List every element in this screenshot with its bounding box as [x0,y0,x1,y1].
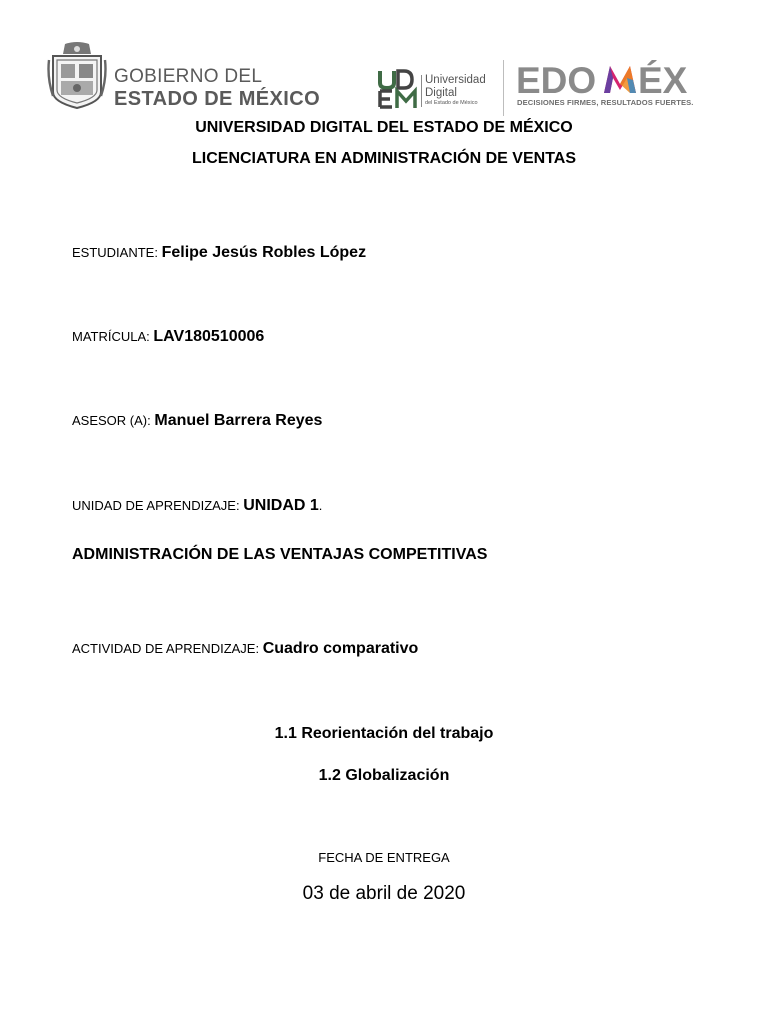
delivery-date: 03 de abril de 2020 [302,883,466,904]
university-title: UNIVERSIDAD DIGITAL DEL ESTADO DE MÉXICO [195,119,573,136]
udem-logo [377,68,491,110]
matricula-value: LAV180510006 [153,328,265,345]
matricula-label: MATRÍCULA: [72,329,154,344]
asesor-label: ASESOR (A): [72,413,155,428]
asesor-name: Manuel Barrera Reyes [154,412,323,429]
gobierno-estado-mexico-wordmark [114,67,320,109]
unidad-value: UNIDAD 1 [243,497,319,514]
topic-item: 1.2 Globalización [318,767,450,784]
student-label: ESTUDIANTE: [72,245,162,260]
topic-item: 1.1 Reorientación del trabajo [274,725,494,742]
student-name: Felipe Jesús Robles López [161,244,367,261]
udem-line1: Universidad [425,74,486,86]
unidad-field [72,497,322,515]
actividad-field [72,640,418,658]
edomex-tagline: DECISIONES FIRMES, RESULTADOS FUERTES. [517,98,694,107]
unidad-title: ADMINISTRACIÓN DE LAS VENTAJAS COMPETITIVAS [72,546,488,563]
program-title: LICENCIATURA EN ADMINISTRACIÓN DE VENTAS [192,150,576,167]
svg-text:EDO: EDO [516,60,597,98]
student-field [72,244,366,262]
svg-text:ÉX: ÉX [638,60,688,98]
actividad-label: ACTIVIDAD DE APRENDIZAJE: [72,641,263,656]
matricula-field [72,328,264,346]
edomex-logo [516,60,720,110]
gobierno-line1: GOBIERNO DEL [114,66,263,87]
udem-line2: Digital [425,86,457,99]
udem-line3: del Estado de México [425,100,478,106]
unidad-suffix: . [318,498,323,513]
logo-divider [503,60,504,116]
udem-monogram-icon [377,68,421,110]
actividad-value: Cuadro comparativo [262,640,419,657]
delivery-label: FECHA DE ENTREGA [318,850,450,865]
asesor-field [72,412,322,430]
gobierno-line2: ESTADO DE MÉXICO [114,88,321,110]
edomex-wordmark-logo [516,60,720,98]
unidad-label: UNIDAD DE APRENDIZAJE: [72,498,244,513]
estado-de-mexico-seal-logo [47,42,107,110]
